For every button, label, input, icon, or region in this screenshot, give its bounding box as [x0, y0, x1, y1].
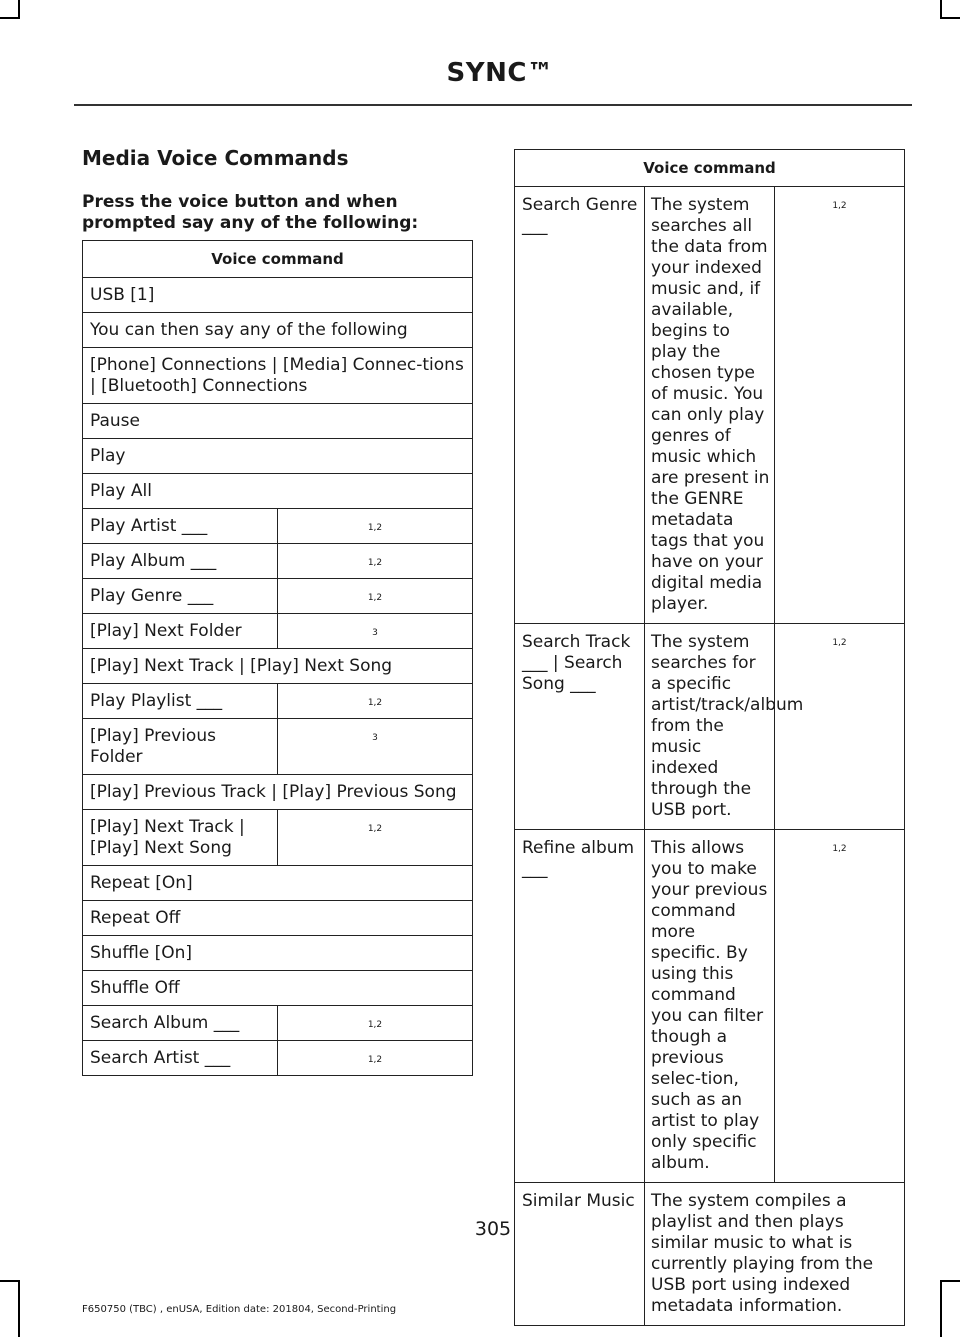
table-row [515, 830, 905, 1183]
crop-mark-top-left [0, 17, 20, 19]
command-description: The system searches all the data from your indexed music and, if available, begins to play the chosen type of music. You can only play genres of music which are present in the GENRE metadata tags that you have on your digital media player. [645, 187, 775, 624]
voice-command-cell: Play Genre ___ [83, 579, 278, 614]
table-row [83, 971, 473, 1006]
table-row [83, 1041, 473, 1076]
table-row [515, 624, 905, 830]
voice-command-cell: Play [83, 439, 473, 474]
footnote-ref: 1,2 [775, 624, 905, 830]
voice-command-cell: [Play] Next Folder [83, 614, 278, 649]
voice-command-cell: Repeat Off [83, 901, 473, 936]
crop-mark-bottom-right [940, 1280, 942, 1337]
crop-mark-top-right [940, 17, 960, 19]
table-row [83, 684, 473, 719]
footnote-ref: 1,2 [278, 509, 473, 544]
voice-command-cell: [Play] Next Track | [Play] Next Song [83, 649, 473, 684]
voice-command-cell: [Play] Next Track | [Play] Next Song [83, 810, 278, 866]
voice-command-cell: Search Album ___ [83, 1006, 278, 1041]
command-description: The system compiles a playlist and then plays similar music to what is currently playing from the USB port using indexed metadata information. [645, 1183, 905, 1326]
table-row [83, 810, 473, 866]
table-body [515, 187, 905, 1326]
table-row [83, 474, 473, 509]
voice-command-cell: Repeat [On] [83, 866, 473, 901]
voice-command-cell: USB [1] [83, 278, 473, 313]
crop-mark-top-right [940, 0, 942, 17]
footnote-ref: 1,2 [278, 544, 473, 579]
voice-command-cell: Search Genre ___ [515, 187, 645, 624]
crop-mark-bottom-right [940, 1280, 960, 1282]
voice-command-cell: Play Playlist ___ [83, 684, 278, 719]
table-row [83, 544, 473, 579]
voice-command-cell: Pause [83, 404, 473, 439]
voice-command-cell: You can then say any of the following [83, 313, 473, 348]
voice-command-cell: Search Artist ___ [83, 1041, 278, 1076]
voice-command-cell: Shuffle Off [83, 971, 473, 1006]
crop-mark-bottom-left [0, 1280, 20, 1282]
header-divider [74, 104, 912, 106]
voice-command-cell: Play All [83, 474, 473, 509]
table-header: Voice command [83, 241, 473, 278]
voice-command-cell: [Phone] Connections | [Media] Connec-tions | [Bluetooth] Connections [83, 348, 473, 404]
table-row [83, 614, 473, 649]
voice-command-cell: Play Album ___ [83, 544, 278, 579]
table-row [83, 313, 473, 348]
footnote-ref: 1,2 [775, 830, 905, 1183]
intro-text: Press the voice button and when prompted say any of the following: [82, 192, 419, 233]
voice-command-table-right [514, 149, 905, 1326]
table-row [83, 936, 473, 971]
table-row [83, 1006, 473, 1041]
table-row [515, 1183, 905, 1326]
table-row [83, 439, 473, 474]
footnote-ref: 1,2 [775, 187, 905, 624]
command-description: The system searches for a specific artist/track/album from the music indexed through the USB port. [645, 624, 775, 830]
table-body [83, 278, 473, 1076]
footnote-ref: 1,2 [278, 684, 473, 719]
table-header: Voice command [515, 150, 905, 187]
voice-command-cell: Play Artist ___ [83, 509, 278, 544]
page-number: 305 [474, 1218, 512, 1240]
table-row [83, 719, 473, 775]
table-row [83, 775, 473, 810]
voice-command-cell: Refine album ___ [515, 830, 645, 1183]
table-row [83, 509, 473, 544]
footnote-ref: 1,2 [278, 579, 473, 614]
footer-text: F650750 (TBC) , enUSA, Edition date: 201804, Second-Printing [82, 1304, 397, 1315]
table-row [83, 404, 473, 439]
table-row [83, 278, 473, 313]
footnote-ref: 1,2 [278, 1006, 473, 1041]
table-row [83, 579, 473, 614]
table-row [515, 187, 905, 624]
voice-command-cell: Shuffle [On] [83, 936, 473, 971]
voice-command-cell: Search Track ___ | Search Song ___ [515, 624, 645, 830]
footnote-ref: 1,2 [278, 810, 473, 866]
footnote-ref: 1,2 [278, 1041, 473, 1076]
voice-command-table-left [82, 240, 473, 1076]
page-header-title: SYNC™ [446, 58, 554, 88]
table-row [83, 348, 473, 404]
footnote-ref: 3 [278, 719, 473, 775]
crop-mark-bottom-left [18, 1280, 20, 1337]
voice-command-cell: [Play] Previous Folder [83, 719, 278, 775]
footnote-ref: 3 [278, 614, 473, 649]
voice-command-cell: [Play] Previous Track | [Play] Previous Song [83, 775, 473, 810]
table-row [83, 901, 473, 936]
table-row [83, 649, 473, 684]
table-row [83, 866, 473, 901]
crop-mark-top-left [18, 0, 20, 17]
voice-command-cell: Similar Music [515, 1183, 645, 1326]
section-title: Media Voice Commands [82, 146, 349, 170]
command-description: This allows you to make your previous command more specific. By using this command you can filter though a previous selec-tion, such as an artist to play only specific album. [645, 830, 775, 1183]
